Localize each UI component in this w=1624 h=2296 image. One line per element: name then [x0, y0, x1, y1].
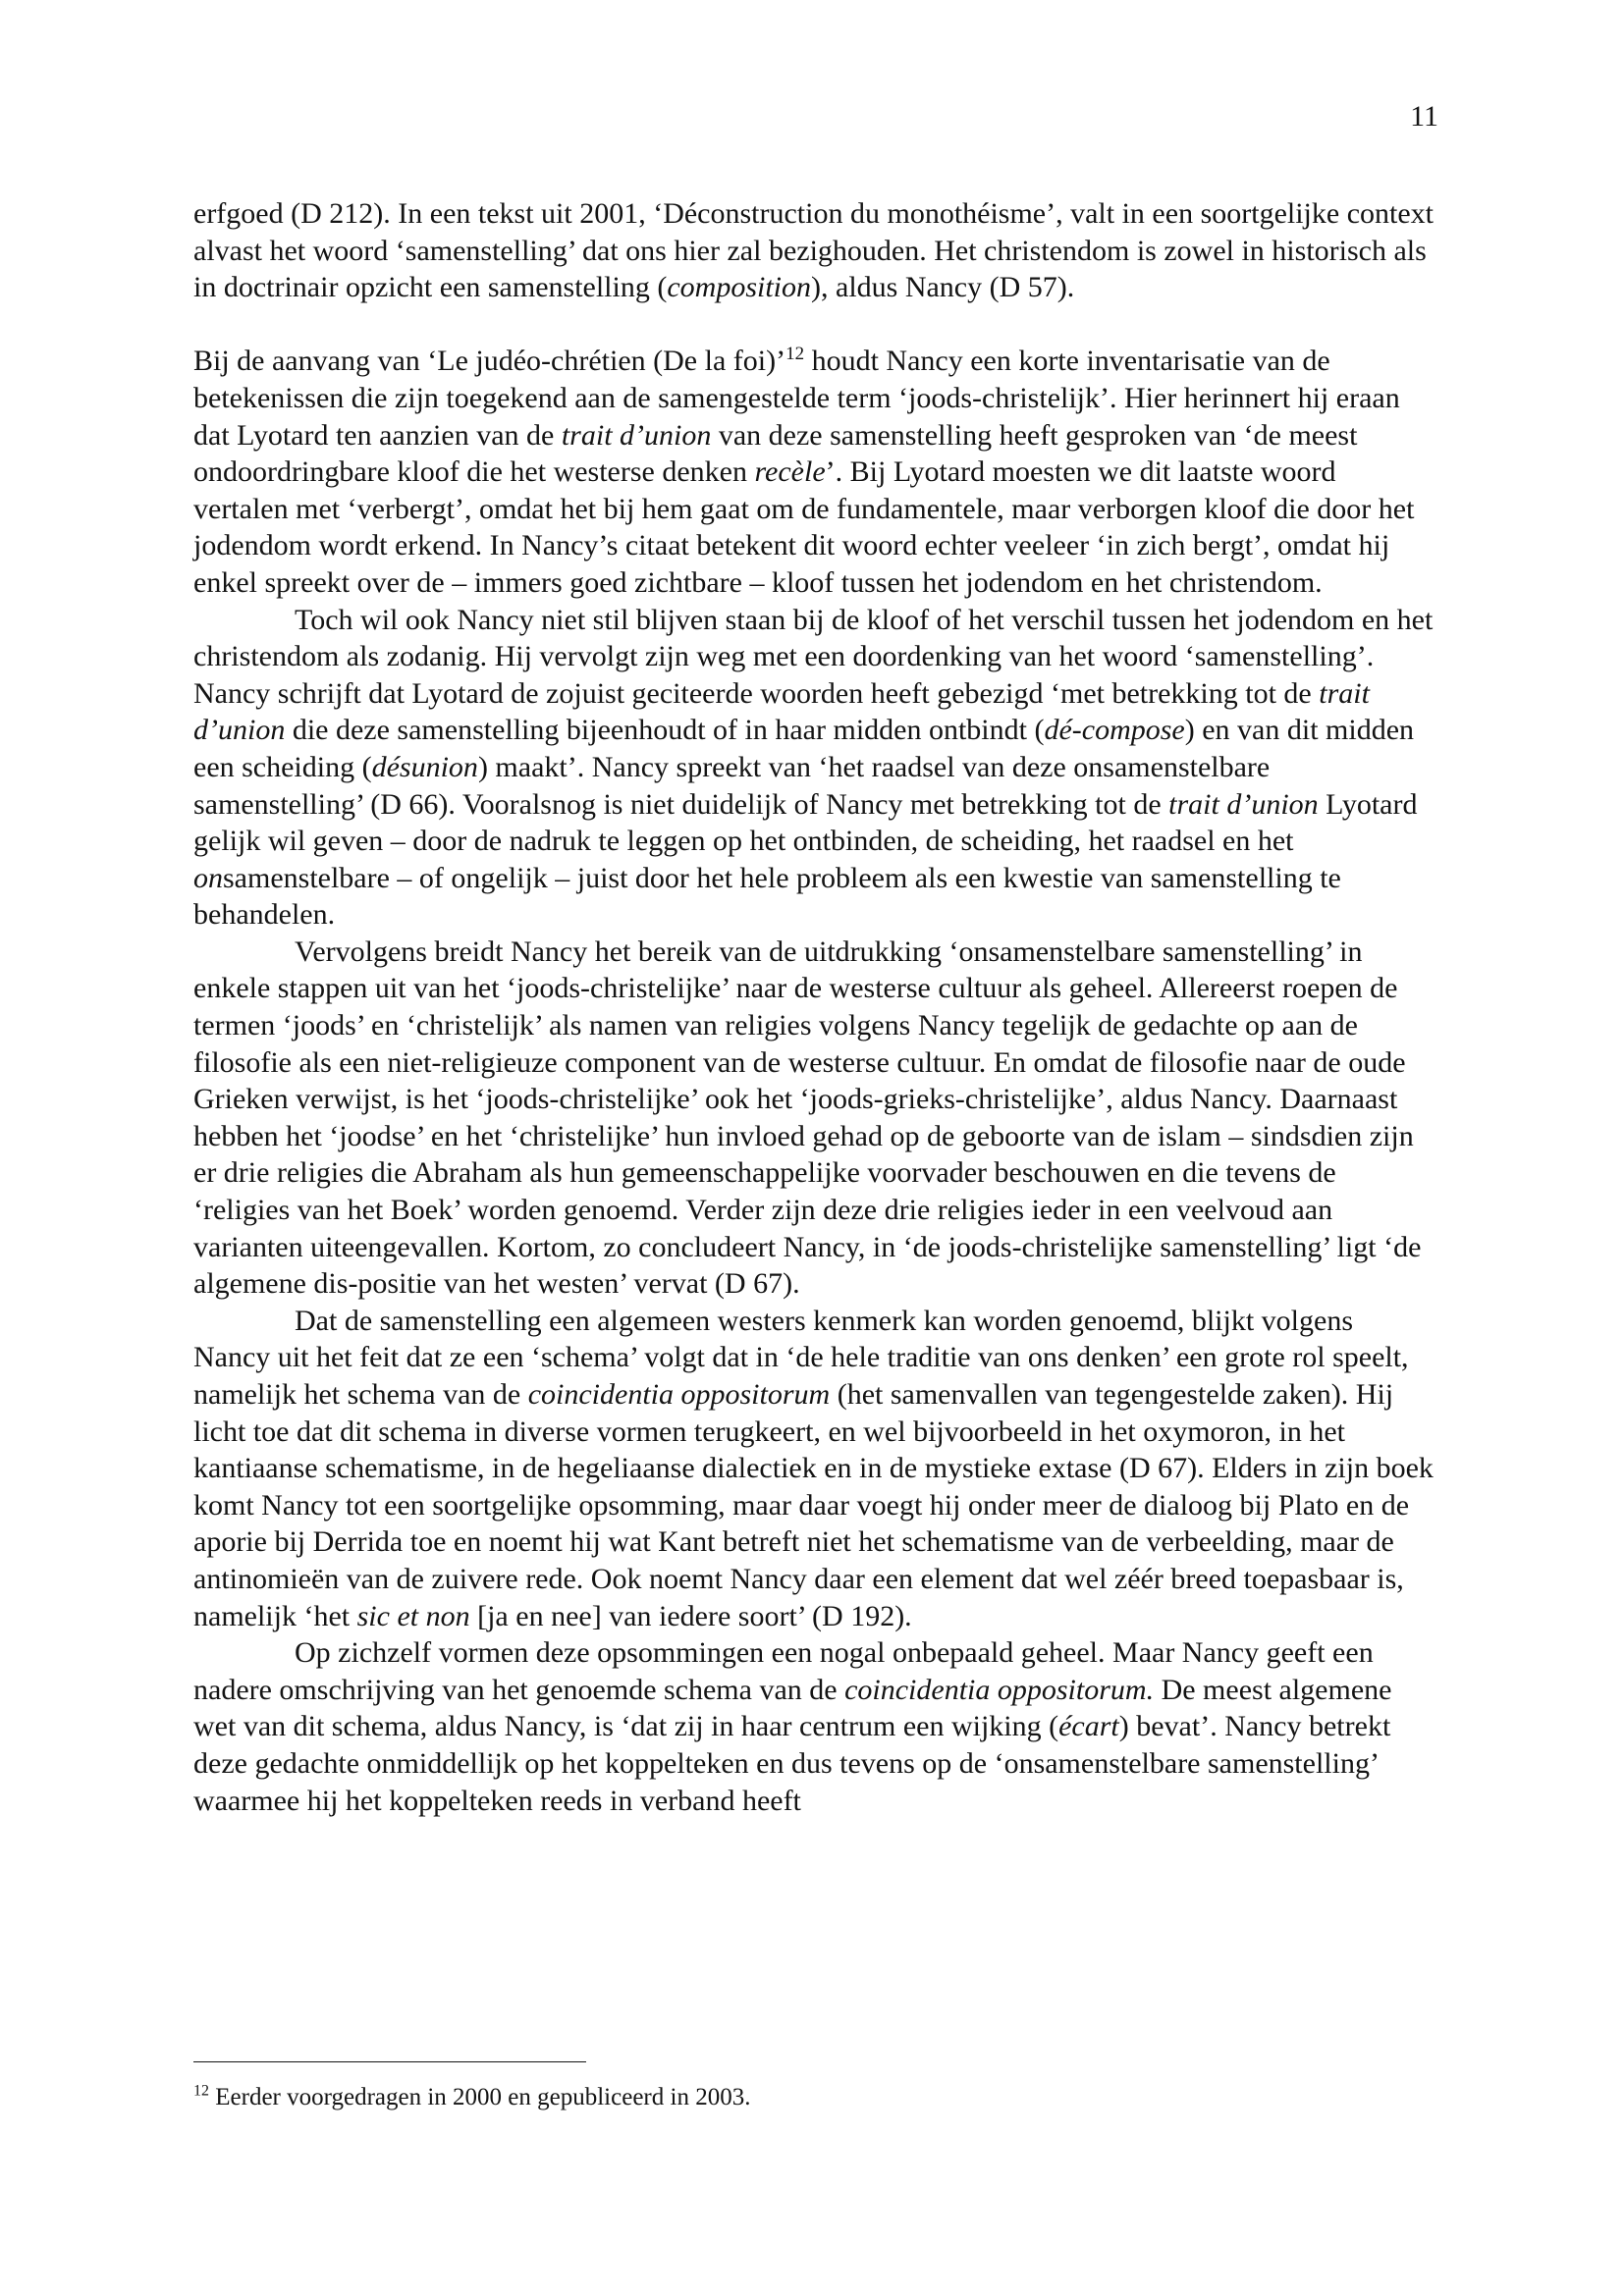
footnote	[193, 2082, 1435, 2113]
text-run: samenstelbare – of ongelijk – juist door het hele probleem als een kwestie van samenstelling te behandelen.	[193, 861, 1341, 932]
text-run: houdt Nancy een korte inventarisatie van de betekenissen die zijn toegekend aan de samengestelde term ‘joods-christelijk’. Hier herinnert hij eraan dat Lyotard ten aanzien van de	[193, 345, 1400, 452]
text-run: ) maakt’. Nancy spreekt van ‘het raadsel van deze onsamenstelbare samenstelling’ (D 66). Vooralsnog is niet duidelijk of Nancy met betrekking tot de	[193, 750, 1271, 821]
paragraph-6	[193, 1634, 1435, 1819]
footnote-reference: 12	[785, 344, 805, 365]
italic-term: trait d’union	[561, 418, 712, 452]
text-run: van deze samenstelling heeft gesproken van ‘de meest ondoordringbare kloof die het westerse denken	[193, 418, 1358, 489]
italic-term: composition	[667, 271, 812, 304]
text-run: die deze samenstelling bijeenhoudt of in haar midden ontbindt (	[285, 714, 1045, 747]
italic-term: sic et non	[356, 1599, 470, 1632]
italic-term: trait d’union	[1168, 787, 1319, 821]
paragraph-2	[193, 343, 1435, 601]
text-run: ), aldus Nancy (D 57).	[811, 271, 1075, 304]
italic-term: coincidentia oppositorum.	[844, 1673, 1155, 1706]
paragraph-1	[193, 195, 1435, 306]
italic-term: coincidentia oppositorum	[527, 1378, 831, 1411]
text-run: ) bevat’. Nancy betrekt deze gedachte onmiddellijk op het koppelteken en dus tevens op de ‘onsamenstelbare samenstelling’ waarmee hij het koppelteken reeds in verband heeft	[193, 1710, 1391, 1817]
italic-term: on	[193, 861, 223, 894]
text-run: [ja en nee] van iedere soort’ (D 192).	[469, 1599, 912, 1632]
paragraph-3	[193, 602, 1435, 934]
italic-term: désunion	[371, 750, 478, 783]
text-run: De meest algemene wet van dit schema, aldus Nancy, is ‘dat zij in haar centrum een wijking (	[193, 1673, 1392, 1743]
italic-term: dé-compose	[1044, 714, 1185, 747]
footnote-text: Eerder voorgedragen in 2000 en gepubliceerd in 2003.	[209, 2084, 751, 2110]
page-number: 11	[1410, 100, 1438, 133]
text-run: ) en van dit midden een scheiding (	[193, 714, 1415, 783]
text-run: Vervolgens breidt Nancy het bereik van de uitdrukking ‘onsamenstelbare samenstelling’ in enkele stappen uit van het ‘joods-christelijke’ naar de westerse cultuur als geheel. Allereerst roepen de termen ‘joods’ en ‘christelijk’ als namen van religies volgens Nancy tegelijk de gedachte op aan de filosofie als een niet-religieuze component van de westerse cultuur. En omdat de filosofie naar de oude Grieken verwijst, is het ‘joods-christelijke’ ook het ‘joods-grieks-christelijke’, aldus Nancy. Daarnaast hebben het ‘joodse’ en het ‘christelijke’ hun invloed gehad op de geboorte van de islam – sindsdien zijn er drie religies die Abraham als hun gemeenschappelijke voorvader beschouwen en die tevens de ‘religies van het Boek’ worden genoemd. Verder zijn deze drie religies ieder in een veelvoud aan varianten uiteengevallen. Kortom, zo concludeert Nancy, in ‘de joods-christelijke samenstelling’ ligt ‘de algemene dis-positie van het westen’ vervat (D 67).	[193, 934, 1422, 1301]
footnote-separator	[193, 2061, 586, 2062]
italic-term: recèle	[754, 455, 826, 489]
body-text	[193, 195, 1435, 1819]
text-run: Bij de aanvang van ‘Le judéo-chrétien (De la foi)’	[193, 345, 786, 378]
text-run: Lyotard gelijk wil geven – door de nadruk te leggen op het ontbinden, de scheiding, het raadsel en het	[193, 787, 1418, 858]
italic-term: trait d’union	[193, 676, 1370, 747]
text-run: erfgoed (D 212). In een tekst uit 2001, ‘Déconstruction du monothéisme’, valt in een soortgelijke context alvast het woord ‘samenstelling’ dat ons hier zal bezighouden. Het christendom is zowel in historisch als in doctrinair opzicht een samenstelling (	[193, 197, 1435, 304]
text-run: Op zichzelf vormen deze opsommingen een nogal onbepaald geheel. Maar Nancy geeft een nadere omschrijving van het genoemde schema van de	[193, 1636, 1374, 1706]
footnote-marker: 12	[193, 2082, 209, 2100]
text-run: Dat de samenstelling een algemeen westers kenmerk kan worden genoemd, blijkt volgens Nancy uit het feit dat ze een ‘schema’ volgt dat in ‘de hele traditie van ons denken’ een grote rol speelt, namelijk het schema van de	[193, 1304, 1409, 1411]
text-run: (het samenvallen van tegengestelde zaken). Hij licht toe dat dit schema in diverse vormen terugkeert, en wel bijvoorbeeld in het oxymoron, in het kantiaanse schematisme, in de hegeliaanse dialectiek en in de mystieke extase (D 67). Elders in zijn boek komt Nancy tot een soortgelijke opsomming, maar daar voegt hij onder meer de dialoog bij Plato en de aporie bij Derrida toe en noemt hij wat Kant betreft niet het schematisme van de verbeelding, maar de antinomieën van de zuivere rede. Ook noemt Nancy daar een element dat wel zéér breed toepasbaar is, namelijk ‘het	[193, 1378, 1434, 1632]
italic-term: écart	[1058, 1710, 1119, 1743]
text-run: Toch wil ook Nancy niet stil blijven staan bij de kloof of het verschil tussen het jodendom en het christendom als zodanig. Hij vervolgt zijn weg met een doordenking van het woord ‘samenstelling’. Nancy schrijft dat Lyotard de zojuist geciteerde woorden heeft gebezigd ‘met betrekking tot de	[193, 603, 1434, 710]
paragraph-5	[193, 1303, 1435, 1634]
paragraph-4	[193, 934, 1435, 1303]
text-run: ’. Bij Lyotard moesten we dit laatste woord vertalen met ‘verbergt’, omdat het bij hem gaat om de fundamentele, maar verborgen kloof die door het jodendom wordt erkend. In Nancy’s citaat betekent dit woord echter veeleer ‘in zich bergt’, omdat hij enkel spreekt over de – immers goed zichtbare – kloof tussen het jodendom en het christendom.	[193, 455, 1415, 599]
